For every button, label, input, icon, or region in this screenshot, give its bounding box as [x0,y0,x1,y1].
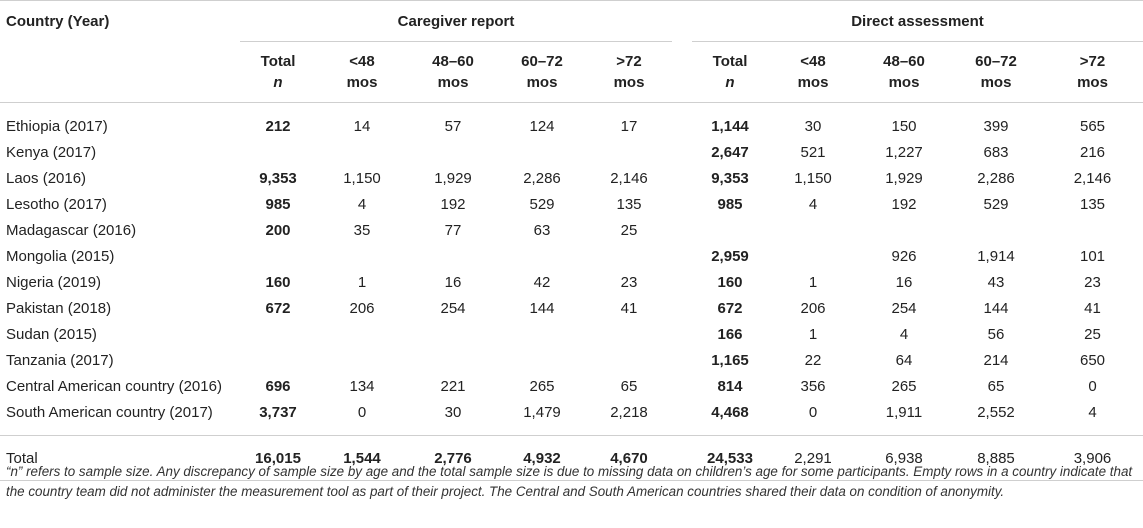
column-header-unit: mos [437,74,469,91]
column-header-line: >72 [616,53,642,70]
value-cell: 1 [808,273,818,291]
value-cell [316,347,408,373]
column-header [768,42,858,103]
column-header [316,42,408,103]
value-cell: 212 [265,117,291,135]
country-cell: Nigeria (2019) [6,273,102,291]
value-cell [240,243,316,269]
value-cell: 2,286 [977,169,1015,187]
value-cell: 2,291 [768,436,858,481]
value-cell: 1,544 [316,436,408,481]
value-cell: 135 [1079,195,1106,213]
value-cell [858,217,950,243]
column-header-line: >72 [1079,53,1106,70]
table-row [0,217,1143,243]
value-cell: 650 [1079,351,1106,369]
column-header-line: 48–60 [432,53,474,70]
value-cell: 1,150 [794,169,832,187]
value-cell: 3,737 [259,403,297,421]
value-cell: 265 [891,377,917,395]
column-header [408,42,498,103]
value-cell: 134 [349,377,375,395]
value-cell: 521 [800,143,826,161]
value-cell: 672 [265,299,291,317]
value-cell: 2,146 [610,169,648,187]
value-cell: 192 [891,195,917,213]
column-header [858,42,950,103]
value-cell: 200 [265,221,291,239]
value-cell: 4,932 [498,436,586,481]
value-cell: 9,353 [259,169,297,187]
column-header [240,42,316,103]
value-cell: 17 [620,117,638,135]
value-cell: 144 [529,299,555,317]
value-cell: 22 [804,351,822,369]
value-cell: 1 [357,273,367,291]
column-header-line: 48–60 [883,53,925,70]
value-cell [586,243,672,269]
value-cell: 683 [983,143,1009,161]
caregiver-report-header: Caregiver report [240,1,672,42]
value-cell [240,139,316,165]
column-header-line: Total [712,53,748,70]
country-cell: Kenya (2017) [6,143,97,161]
value-cell: 214 [983,351,1009,369]
value-cell: 14 [353,117,371,135]
value-cell [586,347,672,373]
value-cell: 4 [899,325,909,343]
value-cell: 0 [808,403,818,421]
value-cell [408,347,498,373]
value-cell: 814 [717,377,743,395]
value-cell: 4,670 [586,436,672,481]
column-header-unit: mos [797,74,829,91]
column-header [1042,42,1143,103]
value-cell: 192 [440,195,466,213]
value-cell: 101 [1079,247,1106,265]
country-cell: Pakistan (2018) [6,299,112,317]
value-cell: 529 [983,195,1009,213]
value-cell: 23 [620,273,638,291]
value-cell [950,217,1042,243]
value-cell: 2,552 [977,403,1015,421]
value-cell [768,243,858,269]
value-cell: 63 [533,221,551,239]
column-header [950,42,1042,103]
value-cell: 166 [717,325,743,343]
value-cell [498,139,586,165]
value-cell [586,321,672,347]
value-cell: 254 [440,299,466,317]
column-header-line: Total [260,53,296,70]
value-cell [240,347,316,373]
table-row [0,165,1143,191]
value-cell: 42 [533,273,551,291]
value-cell: 2,776 [408,436,498,481]
value-cell: 2,218 [610,403,648,421]
column-header [498,42,586,103]
value-cell: 160 [265,273,291,291]
value-cell: 1,929 [434,169,472,187]
value-cell: 221 [440,377,466,395]
value-cell [586,139,672,165]
value-cell: 56 [987,325,1005,343]
value-cell: 926 [891,247,917,265]
country-cell: Lesotho (2017) [6,195,107,213]
value-cell: 2,286 [523,169,561,187]
value-cell: 30 [444,403,462,421]
column-header-line: <48 [800,53,826,70]
value-cell [1042,217,1143,243]
value-cell: 9,353 [711,169,749,187]
value-cell: 16 [895,273,913,291]
value-cell [498,347,586,373]
value-cell: 77 [444,221,462,239]
column-header-unit: mos [613,74,645,91]
column-header-line: 60–72 [975,53,1017,70]
value-cell: 43 [987,273,1005,291]
value-cell: 64 [895,351,913,369]
value-cell: 144 [983,299,1009,317]
column-header-unit: mos [346,74,378,91]
column-header [692,42,768,103]
value-cell: 2,647 [711,143,749,161]
table-row [0,373,1143,399]
value-cell: 150 [891,117,917,135]
value-cell: 985 [265,195,291,213]
value-cell: 30 [804,117,822,135]
table-footnote: “n” refers to sample size. Any discrepancy of sample size by age and the total sample size is due to missing data on children’s age for some participants. Empty rows in a country indicate that the country team did not administer the measurement tool as part of their project. The Central and South American countries shared their data on condition of anonymity. [6,464,1133,499]
table-row [0,269,1143,295]
value-cell: 25 [1084,325,1101,343]
country-cell: Mongolia (2015) [6,247,115,265]
value-cell: 1,929 [885,169,923,187]
table-row [0,321,1143,347]
column-header-line: <48 [349,53,375,70]
value-cell [498,321,586,347]
table-row [0,295,1143,321]
value-cell: 1,914 [977,247,1015,265]
value-cell: 1,911 [885,403,923,421]
table-row [0,347,1143,373]
country-cell: Laos (2016) [6,169,87,187]
column-header [586,42,672,103]
table-row [0,243,1143,269]
value-cell: 0 [1088,377,1097,395]
value-cell: 4,468 [711,403,749,421]
value-cell: 206 [800,299,826,317]
column-header-line: 60–72 [521,53,563,70]
column-header-unit: mos [526,74,558,91]
value-cell: 124 [529,117,555,135]
column-header-unit: mos [888,74,920,91]
country-cell: South American country (2017) [6,403,213,421]
value-cell: 356 [800,377,826,395]
value-cell: 696 [265,377,291,395]
value-cell: 25 [620,221,638,239]
value-cell: 1 [808,325,818,343]
country-cell: Sudan (2015) [6,325,97,343]
value-cell: 565 [1079,117,1106,135]
column-header-unit: mos [1077,74,1108,91]
value-cell: 23 [1084,273,1101,291]
value-cell: 135 [616,195,642,213]
value-cell [408,139,498,165]
table-row [0,191,1143,217]
column-header-n: n [725,74,735,91]
value-cell: 1,165 [711,351,749,369]
country-cell: Total [0,436,240,481]
value-cell [240,321,316,347]
value-cell: 41 [1084,299,1101,317]
value-cell: 1,479 [523,403,561,421]
value-cell: 57 [444,117,462,135]
direct-assessment-header: Direct assessment [692,1,1143,42]
column-header-n: n [273,74,283,91]
value-cell [498,243,586,269]
value-cell: 6,938 [858,436,950,481]
column-header-unit: mos [980,74,1012,91]
value-cell [316,321,408,347]
value-cell: 16,015 [240,436,316,481]
value-cell: 2,959 [711,247,749,265]
table-row [0,113,1143,139]
country-cell: Madagascar (2016) [6,221,137,239]
value-cell [768,217,858,243]
value-cell: 1,144 [711,117,749,135]
country-cell: Tanzania (2017) [6,351,114,369]
value-cell: 4 [357,195,367,213]
value-cell: 216 [1079,143,1106,161]
value-cell: 0 [357,403,367,421]
value-cell: 1,227 [885,143,923,161]
country-cell: Central American country (2016) [6,377,222,395]
value-cell: 254 [891,299,917,317]
value-cell: 41 [620,299,638,317]
value-cell [692,217,768,243]
value-cell: 35 [353,221,371,239]
value-cell: 8,885 [950,436,1042,481]
value-cell: 206 [349,299,375,317]
value-cell: 3,906 [1042,436,1143,481]
value-cell [408,321,498,347]
value-cell: 529 [529,195,555,213]
table-row [0,399,1143,425]
value-cell [316,139,408,165]
country-year-header: Country (Year) [0,1,240,42]
country-cell: Ethiopia (2017) [6,117,108,135]
value-cell: 265 [529,377,555,395]
value-cell: 4 [808,195,818,213]
value-cell: 24,533 [692,436,768,481]
value-cell [408,243,498,269]
value-cell: 399 [983,117,1009,135]
value-cell [316,243,408,269]
value-cell: 16 [444,273,462,291]
table-row [0,139,1143,165]
value-cell: 160 [717,273,743,291]
value-cell: 672 [717,299,743,317]
value-cell: 2,146 [1073,169,1112,187]
value-cell: 1,150 [343,169,381,187]
value-cell: 985 [717,195,743,213]
value-cell: 65 [987,377,1005,395]
value-cell: 4 [1088,403,1097,421]
value-cell: 65 [620,377,638,395]
